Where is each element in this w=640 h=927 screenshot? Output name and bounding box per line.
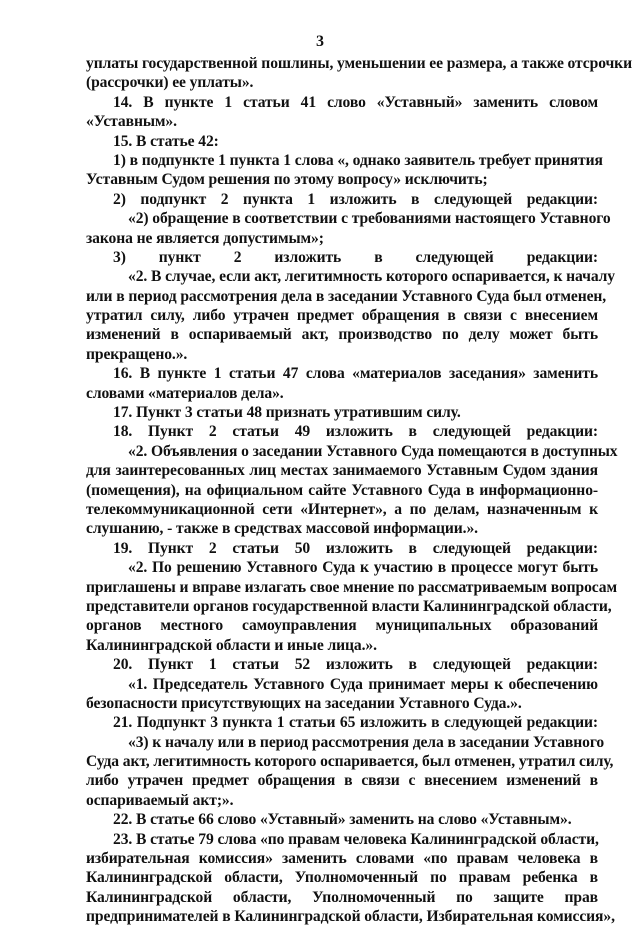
text-line: прекращено.». bbox=[86, 345, 188, 363]
text-line: 17. Пункт 3 статьи 48 признать утратившим силу. bbox=[113, 404, 461, 422]
text-line: 21. Подпункт 3 пункта 1 статьи 65 изложить в следующей редакции: bbox=[113, 714, 598, 732]
text-line: 3) пункт 2 изложить в следующей редакции: bbox=[113, 248, 598, 266]
text-line: 22. В статье 66 слово «Уставный» заменить на слово «Уставным». bbox=[113, 811, 572, 829]
text-line: 16. В пункте 1 статьи 47 слова «материалов заседания» заменить bbox=[113, 365, 598, 383]
text-line: представители органов государственной власти Калининградской области, bbox=[86, 597, 612, 615]
text-line: изменений в оспариваемый акт, производство по делу может быть bbox=[86, 326, 598, 344]
text-line: предпринимателей в Калининградской области, Избирательная комиссия», bbox=[86, 908, 615, 926]
text-line: 15. В статье 42: bbox=[113, 132, 219, 150]
text-line: органов местного самоуправления муниципальных образований bbox=[86, 617, 598, 635]
text-line: телекоммуникационной сети «Интернет», а по делам, назначенным к bbox=[86, 500, 598, 518]
text-line: Суда акт, легитимность которого оспаривается, был отменен, утратил силу, bbox=[86, 753, 614, 771]
text-line: Уставным Судом решения по этому вопросу» исключить; bbox=[86, 171, 488, 189]
text-line: словами «материалов дела». bbox=[86, 384, 284, 402]
document-body bbox=[86, 54, 632, 927]
text-line: (помещения), на официальном сайте Уставного Суда в информационно- bbox=[86, 481, 598, 499]
text-line: приглашены и вправе излагать свое мнение по рассматриваемым вопросам bbox=[86, 578, 618, 596]
text-line: «2) обращение в соответствии с требованиями настоящего Уставного bbox=[128, 210, 611, 228]
text-line: (рассрочки) ее уплаты». bbox=[86, 74, 254, 92]
text-line: 20. Пункт 1 статьи 52 изложить в следующей редакции: bbox=[113, 656, 598, 674]
text-line: для заинтересованных лиц местах занимаемого Уставным Судом здания bbox=[86, 462, 598, 480]
text-line: «2. По решению Уставного Суда к участию в процессе могут быть bbox=[128, 559, 598, 577]
text-line: 2) подпункт 2 пункта 1 изложить в следующей редакции: bbox=[113, 190, 598, 208]
text-line: безопасности присутствующих на заседании Уставного Суда.». bbox=[86, 694, 522, 712]
text-line: «2. Объявления о заседании Уставного Суда помещаются в доступных bbox=[128, 442, 618, 460]
text-line: слушанию, - также в средствах массовой информации.». bbox=[86, 520, 478, 538]
text-line: «3) к началу или в период рассмотрения дела в заседании Уставного bbox=[128, 733, 605, 751]
text-line: 18. Пункт 2 статьи 49 изложить в следующей редакции: bbox=[113, 423, 598, 441]
text-line: 23. В статье 79 слова «по правам человека Калининградской области, bbox=[113, 830, 599, 848]
text-line: «2. В случае, если акт, легитимность которого оспаривается, к началу bbox=[128, 268, 615, 286]
text-line: 1) в подпункте 1 пункта 1 слова «, однако заявитель требует принятия bbox=[113, 151, 603, 169]
text-line: или в период рассмотрения дела в заседании Уставного Суда был отменен, bbox=[86, 287, 607, 305]
text-line: оспариваемый акт;». bbox=[86, 791, 234, 809]
page-number: 3 bbox=[316, 33, 324, 50]
text-line: 14. В пункте 1 статьи 41 слово «Уставный» заменить словом bbox=[113, 93, 598, 111]
text-line: 19. Пункт 2 статьи 50 изложить в следующей редакции: bbox=[113, 539, 598, 557]
text-line: утратил силу, либо утрачен предмет обращения в связи с внесением bbox=[86, 307, 598, 325]
text-line: «Уставным». bbox=[86, 113, 177, 131]
text-line: избирательная комиссия» заменить словами «по правам человека в bbox=[86, 850, 598, 868]
text-line: закона не является допустимым»; bbox=[86, 229, 324, 247]
text-line: либо утрачен предмет обращения в связи с внесением изменений в bbox=[86, 772, 598, 790]
text-line: Калининградской области, Уполномоченный по защите прав bbox=[86, 888, 598, 906]
text-line: уплаты государственной пошлины, уменьшении ее размера, а также отсрочки bbox=[86, 55, 632, 72]
text-line: «1. Председатель Уставного Суда принимает меры к обеспечению bbox=[128, 675, 598, 693]
text-line: Калининградской области и иные лица.». bbox=[86, 636, 377, 654]
text-line: Калининградской области, Уполномоченный по правам ребенка в bbox=[86, 869, 598, 887]
